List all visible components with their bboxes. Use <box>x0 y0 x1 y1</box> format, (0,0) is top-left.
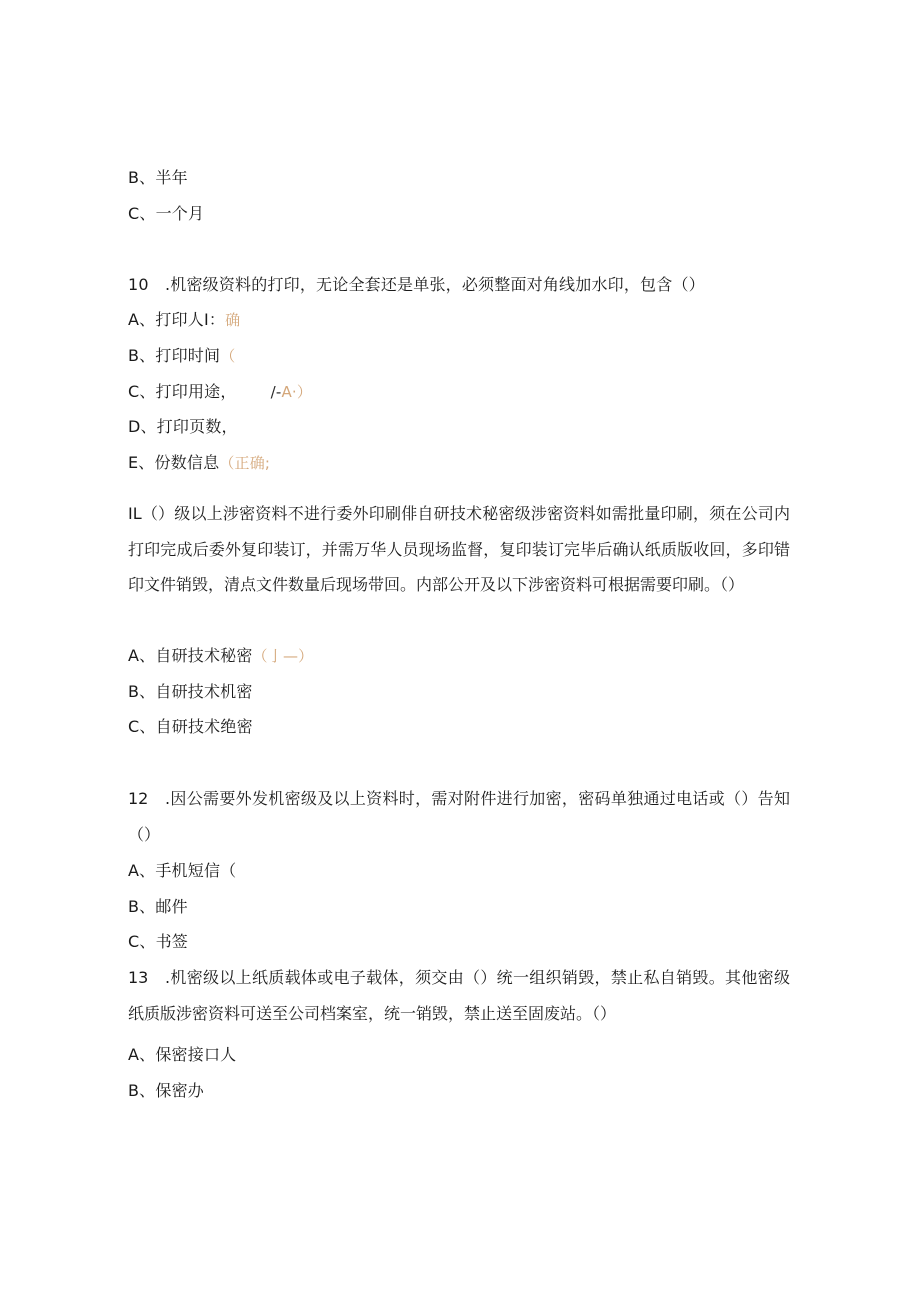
q11-option-b: B、自研技术机密 <box>128 682 253 701</box>
q11-option-c: C、自研技术绝密 <box>128 717 253 736</box>
q9-option-c: C、一个月 <box>128 204 205 223</box>
q10-option-c-mark: A·） <box>281 383 313 401</box>
q11-option-a <box>128 646 313 666</box>
q10-option-c <box>128 382 312 402</box>
q13-stem: 13 .机密级以上纸质载体或电子载体，须交由（）统一组织销毁，禁止私自销毁。其他密级纸质版涉密资料可送至公司档案室，统一销毁，禁止送至固废站。（） <box>128 968 790 1023</box>
q12-stem: 12 .因公需要外发机密级及以上资料时，需对附件进行加密，密码单独通过电话或（）告知（） <box>128 789 790 844</box>
q12-option-b: B、邮件 <box>128 897 188 916</box>
q10-option-e-mark: （正确; <box>219 454 271 472</box>
q9-option-b: B、半年 <box>128 168 188 187</box>
q10-option-d: D、打印页数， <box>128 417 238 436</box>
q10-option-c-mark-dark: /- <box>270 383 282 401</box>
q10-option-c-label: C、打印用途， <box>128 382 237 401</box>
q11-option-a-mark: （亅—） <box>252 647 314 665</box>
q12-option-c: C、书签 <box>128 932 188 951</box>
q13-option-a: A、保密接口人 <box>128 1045 237 1064</box>
q10-option-e-label: E、份数信息 <box>128 453 220 472</box>
q12-option-a: A、手机短信（ <box>128 861 237 880</box>
q11-option-a-label: A、自研技术秘密 <box>128 646 253 665</box>
q10-option-a-label: A、打印人I： <box>128 310 226 329</box>
q10-option-b-mark: （ <box>220 347 236 365</box>
q10-option-b <box>128 346 235 366</box>
q13-option-b: B、保密办 <box>128 1081 204 1100</box>
q10-option-a <box>128 310 240 330</box>
q10-option-e <box>128 453 270 473</box>
q11-stem: IL（）级以上涉密资料不进行委外印刷俳自研技术秘密级涉密资料如需批量印刷，须在公司内打印完成后委外复印装订，并需万华人员现场监督，复印装订完毕后确认纸质版收回，多印错印文件销毁，清点文件数量后现场带回。内部公开及以下涉密资料可根据需要印刷。（） <box>128 504 790 594</box>
q10-option-b-label: B、打印时间 <box>128 346 221 365</box>
q10-option-a-mark: 确 <box>225 311 241 329</box>
q10-stem: 10 .机密级资料的打印，无论全套还是单张，必须整面对角线加水印，包含（） <box>128 275 705 294</box>
